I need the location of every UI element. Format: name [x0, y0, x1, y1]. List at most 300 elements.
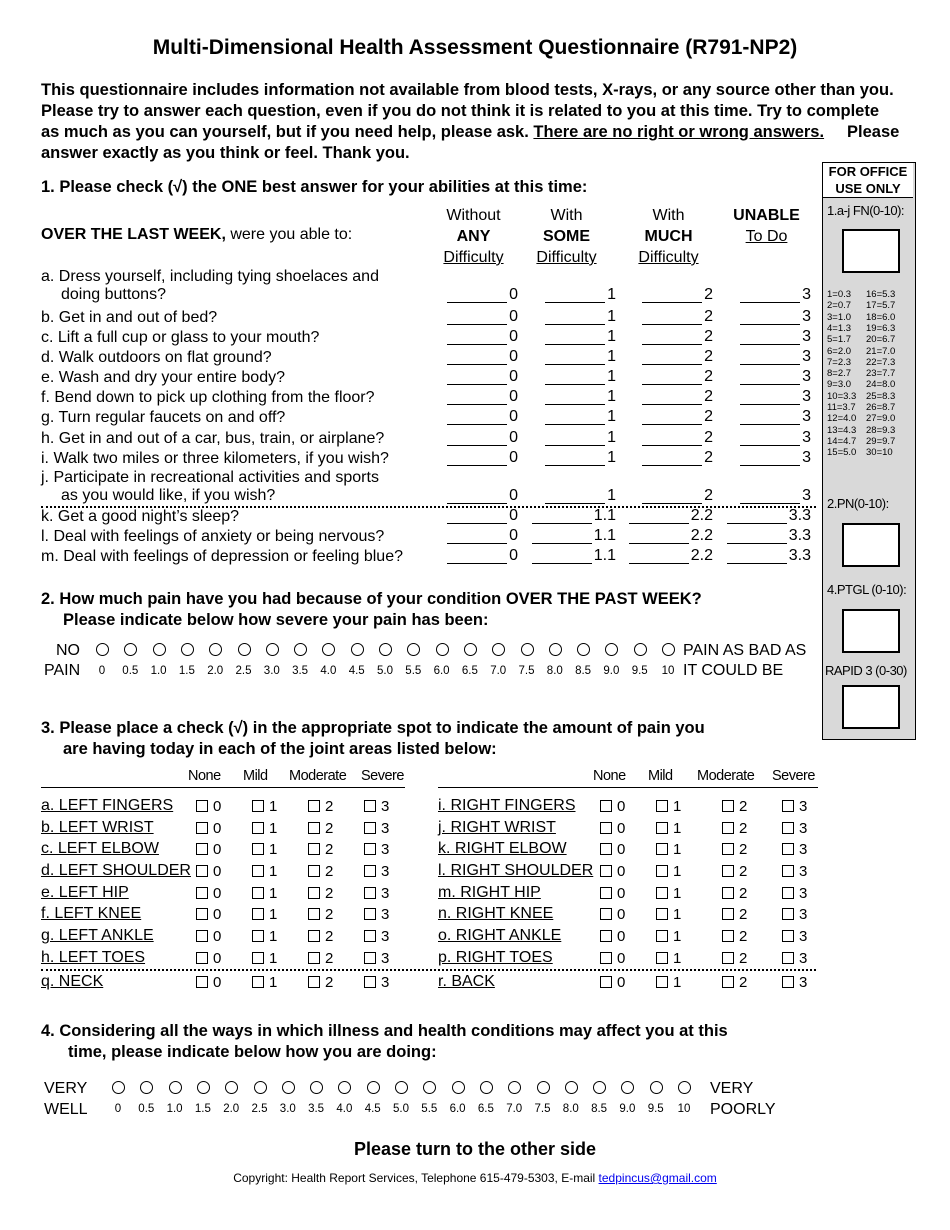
q3-joint-right: j. RIGHT WRIST — [438, 819, 556, 836]
q3-checkbox-right[interactable] — [782, 841, 807, 858]
q4-scale-tick: 0.5 — [138, 1103, 155, 1115]
q3-checkbox-left[interactable] — [252, 928, 277, 945]
checkbox-score: 0 — [213, 820, 222, 837]
q3-checkbox-right[interactable] — [656, 820, 681, 837]
checkbox-icon — [252, 822, 264, 834]
q4-scale-option[interactable] — [565, 1081, 578, 1094]
answer-line — [642, 452, 702, 466]
q1-answer-blank[interactable] — [716, 450, 811, 464]
q3-checkbox-left[interactable] — [196, 885, 221, 902]
q3-checkbox-right[interactable] — [782, 974, 807, 991]
q4-scale-option[interactable] — [423, 1081, 436, 1094]
answer-line — [545, 490, 605, 504]
answer-score: 0 — [509, 487, 518, 504]
checkbox-score: 1 — [673, 974, 682, 991]
q3-checkbox-right[interactable] — [656, 974, 681, 991]
q3-checkbox-left[interactable] — [364, 863, 389, 880]
q1-answer-blank[interactable] — [618, 329, 713, 343]
q3-checkbox-left[interactable] — [364, 928, 389, 945]
q3-checkbox-left[interactable] — [252, 841, 277, 858]
q4-scale-option[interactable] — [112, 1081, 125, 1094]
checkbox-score: 0 — [617, 950, 626, 967]
q1-answer-blank[interactable] — [521, 287, 616, 301]
checkbox-icon — [196, 887, 208, 899]
checkbox-score: 0 — [213, 950, 222, 967]
q2-scale-option[interactable] — [605, 643, 618, 656]
answer-score: 1 — [607, 368, 616, 385]
q2-scale-option[interactable] — [492, 643, 505, 656]
checkbox-score: 1 — [269, 841, 278, 858]
rapid3-label: RAPID 3 (0-30) — [825, 663, 907, 678]
q1-answer-blank[interactable] — [521, 548, 616, 562]
q1-answer-blank[interactable] — [618, 349, 713, 363]
checkbox-score: 2 — [739, 820, 748, 837]
q3-checkbox-right[interactable] — [600, 841, 625, 858]
q1-answer-blank[interactable] — [423, 409, 518, 423]
q1-answer-blank[interactable] — [618, 488, 713, 502]
answer-line — [545, 351, 605, 365]
checkbox-score: 0 — [213, 974, 222, 991]
q3-checkbox-left[interactable] — [252, 863, 277, 880]
q3-checkbox-right[interactable] — [722, 841, 747, 858]
q1-answer-blank[interactable] — [423, 450, 518, 464]
q4-scale-option[interactable] — [169, 1081, 182, 1094]
q1-answer-blank[interactable] — [521, 508, 616, 522]
checkbox-icon — [196, 952, 208, 964]
q3-checkbox-right[interactable] — [782, 950, 807, 967]
q1-answer-blank[interactable] — [618, 287, 713, 301]
q1-item — [41, 329, 431, 347]
answer-line — [642, 432, 702, 446]
answer-line — [740, 391, 800, 405]
q1-answer-blank[interactable] — [716, 287, 811, 301]
q3-checkbox-right[interactable] — [600, 950, 625, 967]
q4-scale-option[interactable] — [395, 1081, 408, 1094]
intro-body: This questionnaire includes information not available from blood tests, X-rays, or any source other than you. Please try to answer each question, even if you do not think it is related to you at this time. Try to complete as much as you can yourself, but if you need help, please ask. — [41, 81, 894, 141]
checkbox-icon — [364, 822, 376, 834]
q4-scale-option[interactable] — [338, 1081, 351, 1094]
q1-answer-blank[interactable] — [521, 369, 616, 383]
q3-checkbox-left[interactable] — [196, 841, 221, 858]
q1-answer-blank[interactable] — [618, 508, 713, 522]
answer-line — [545, 311, 605, 325]
q4-scale-option[interactable] — [593, 1081, 606, 1094]
conversion-entry: 21=7.0 — [866, 345, 896, 357]
q3-checkbox-right[interactable] — [656, 906, 681, 923]
q1-answer-blank[interactable] — [521, 450, 616, 464]
q3-checkbox-right[interactable] — [722, 798, 747, 815]
q3-joint-left: d. LEFT SHOULDER — [41, 862, 191, 879]
q1-item-text: f. Bend down to pick up clothing from the floor? — [41, 389, 375, 406]
q4-scale-option[interactable] — [282, 1081, 295, 1094]
q2-scale-tick: 7.5 — [518, 665, 535, 677]
q1-answer-blank[interactable] — [716, 528, 811, 542]
q3-checkbox-right[interactable] — [722, 950, 747, 967]
q3-checkbox-right[interactable] — [656, 863, 681, 880]
q2-scale-option[interactable] — [549, 643, 562, 656]
q3-checkbox-right[interactable] — [722, 906, 747, 923]
answer-line — [727, 510, 787, 524]
q3-checkbox-right[interactable] — [600, 798, 625, 815]
q4-scale-option[interactable] — [508, 1081, 521, 1094]
q1-answer-blank[interactable] — [618, 389, 713, 403]
q3-level-header-left: Mild — [243, 768, 268, 784]
q3-checkbox-left[interactable] — [308, 928, 333, 945]
q4-scale-option[interactable] — [480, 1081, 493, 1094]
q3-checkbox-left[interactable] — [308, 950, 333, 967]
checkbox-icon — [782, 887, 794, 899]
q1-item — [41, 508, 431, 526]
q2-heading — [41, 589, 702, 631]
answer-score: 3 — [802, 328, 811, 345]
q4-scale-option[interactable] — [452, 1081, 465, 1094]
checkbox-score: 0 — [617, 841, 626, 858]
checkbox-score: 1 — [269, 820, 278, 837]
q4-heading-line1: 4. Considering all the ways in which illness and health conditions may affect you at this — [41, 1022, 728, 1040]
q3-checkbox-left[interactable] — [196, 863, 221, 880]
q1-answer-blank[interactable] — [423, 389, 518, 403]
ptgl-score-box[interactable] — [842, 609, 900, 653]
q1-answer-blank[interactable] — [521, 409, 616, 423]
checkbox-score: 0 — [213, 928, 222, 945]
q2-scale-option[interactable] — [266, 643, 279, 656]
answer-line — [629, 530, 689, 544]
checkbox-score: 0 — [213, 863, 222, 880]
q1-answer-blank[interactable] — [423, 548, 518, 562]
q4-scale-option[interactable] — [310, 1081, 323, 1094]
q1-answer-blank[interactable] — [618, 369, 713, 383]
q1-answer-blank[interactable] — [618, 528, 713, 542]
q2-scale-tick: 5.5 — [405, 665, 422, 677]
q1-answer-blank[interactable] — [716, 329, 811, 343]
q4-scale-option[interactable] — [197, 1081, 210, 1094]
q3-checkbox-left[interactable] — [308, 863, 333, 880]
q2-scale-option[interactable] — [294, 643, 307, 656]
conversion-entry: 6=2.0 — [827, 345, 852, 357]
checkbox-score: 2 — [325, 863, 334, 880]
answer-line — [629, 510, 689, 524]
copyright-text: Copyright: Health Report Services, Telephone 615-479-5303, E-mail — [233, 1171, 599, 1185]
q2-scale-option[interactable] — [209, 643, 222, 656]
checkbox-icon — [600, 952, 612, 964]
checkbox-score: 0 — [617, 863, 626, 880]
answer-line — [740, 289, 800, 303]
q3-checkbox-left[interactable] — [308, 885, 333, 902]
q3-checkbox-left[interactable] — [364, 906, 389, 923]
q3-level-header-right: Mild — [648, 768, 673, 784]
q1-answer-blank[interactable] — [423, 329, 518, 343]
q4-scale-option[interactable] — [225, 1081, 238, 1094]
q1-col-line1: With — [652, 207, 685, 224]
q3-checkbox-right[interactable] — [722, 974, 747, 991]
q3-checkbox-right[interactable] — [722, 928, 747, 945]
q1-answer-blank[interactable] — [423, 508, 518, 522]
q1-answer-blank[interactable] — [716, 389, 811, 403]
q3-checkbox-right[interactable] — [782, 863, 807, 880]
checkbox-score: 0 — [213, 906, 222, 923]
q1-answer-blank[interactable] — [423, 287, 518, 301]
q3-checkbox-right[interactable] — [656, 885, 681, 902]
q4-scale-option[interactable] — [537, 1081, 550, 1094]
q4-scale-option[interactable] — [678, 1081, 691, 1094]
q2-scale-option[interactable] — [634, 643, 647, 656]
answer-score: 1 — [607, 308, 616, 325]
q1-answer-blank[interactable] — [618, 548, 713, 562]
q1-answer-blank[interactable] — [618, 450, 713, 464]
checkbox-score: 3 — [799, 798, 808, 815]
q2-scale-option[interactable] — [124, 643, 137, 656]
q4-scale-option[interactable] — [367, 1081, 380, 1094]
q3-checkbox-right[interactable] — [782, 928, 807, 945]
q4-scale-option[interactable] — [140, 1081, 153, 1094]
q3-checkbox-left[interactable] — [364, 885, 389, 902]
q1-answer-blank[interactable] — [423, 349, 518, 363]
q3-checkbox-left[interactable] — [308, 906, 333, 923]
checkbox-score: 3 — [799, 841, 808, 858]
answer-line — [642, 371, 702, 385]
checkbox-icon — [656, 976, 668, 988]
answer-score: 3 — [802, 429, 811, 446]
q1-answer-blank[interactable] — [716, 309, 811, 323]
q2-scale-tick: 4.5 — [348, 665, 365, 677]
q2-scale-option[interactable] — [407, 643, 420, 656]
answer-score: 0 — [509, 308, 518, 325]
q1-answer-blank[interactable] — [618, 430, 713, 444]
q3-checkbox-right[interactable] — [656, 841, 681, 858]
q3-checkbox-right[interactable] — [600, 885, 625, 902]
q2-scale-option[interactable] — [521, 643, 534, 656]
answer-line — [447, 371, 507, 385]
checkbox-icon — [252, 930, 264, 942]
q1-answer-blank[interactable] — [716, 548, 811, 562]
q1-answer-blank[interactable] — [521, 389, 616, 403]
q3-checkbox-left[interactable] — [196, 906, 221, 923]
q3-joint-right: k. RIGHT ELBOW — [438, 840, 567, 857]
q4-left-label-1: VERY — [44, 1080, 88, 1097]
fn-score-box[interactable] — [842, 229, 900, 273]
q3-checkbox-left[interactable] — [364, 950, 389, 967]
q1-item-text: c. Lift a full cup or glass to your mouth? — [41, 329, 320, 346]
answer-line — [447, 289, 507, 303]
q1-answer-blank[interactable] — [716, 430, 811, 444]
q2-scale-option[interactable] — [379, 643, 392, 656]
q2-scale-tick: 8.5 — [575, 665, 592, 677]
q3-checkbox-left[interactable] — [252, 820, 277, 837]
q3-checkbox-right[interactable] — [656, 928, 681, 945]
q3-checkbox-left[interactable] — [364, 798, 389, 815]
answer-score: 1.1 — [593, 527, 616, 544]
checkbox-score: 0 — [617, 885, 626, 902]
rapid3-score-box[interactable] — [842, 685, 900, 729]
answer-line — [447, 530, 507, 544]
answer-score: 0 — [509, 286, 518, 303]
conversion-entry: 12=4.0 — [827, 413, 857, 425]
q1-answer-blank[interactable] — [618, 409, 713, 423]
q1-item — [41, 450, 431, 468]
pn-score-box[interactable] — [842, 523, 900, 567]
q1-answer-blank[interactable] — [423, 528, 518, 542]
answer-score: 3 — [802, 348, 811, 365]
checkbox-score: 2 — [739, 906, 748, 923]
q4-scale-tick: 7.5 — [534, 1103, 551, 1115]
q3-checkbox-right[interactable] — [600, 863, 625, 880]
q1-answer-blank[interactable] — [423, 369, 518, 383]
q3-checkbox-left[interactable] — [364, 841, 389, 858]
q3-level-header-left: Moderate — [289, 768, 347, 784]
q1-col-line3: Difficulty — [443, 249, 504, 266]
q1-answer-blank[interactable] — [716, 349, 811, 363]
checkbox-score: 2 — [325, 906, 334, 923]
q3-joint-right: o. RIGHT ANKLE — [438, 927, 562, 944]
checkbox-icon — [600, 865, 612, 877]
checkbox-score: 1 — [269, 885, 278, 902]
q1-answer-blank[interactable] — [716, 488, 811, 502]
q3-checkbox-left[interactable] — [196, 820, 221, 837]
q3-checkbox-left[interactable] — [252, 885, 277, 902]
answer-score: 3.3 — [788, 507, 811, 524]
q2-scale-tick: 1.0 — [150, 665, 167, 677]
checkbox-icon — [600, 930, 612, 942]
q3-checkbox-left[interactable] — [308, 841, 333, 858]
q1-answer-blank[interactable] — [618, 309, 713, 323]
q3-checkbox-right[interactable] — [722, 863, 747, 880]
q1-answer-blank[interactable] — [716, 508, 811, 522]
q2-right-label-2: IT COULD BE — [683, 662, 784, 679]
conversion-entry: 7=2.3 — [827, 356, 852, 368]
checkbox-score: 2 — [739, 885, 748, 902]
q2-scale-option[interactable] — [322, 643, 335, 656]
q2-left-label-1: NO — [56, 642, 80, 659]
q3-checkbox-right[interactable] — [600, 820, 625, 837]
checkbox-icon — [656, 865, 668, 877]
checkbox-icon — [722, 843, 734, 855]
checkbox-icon — [308, 930, 320, 942]
answer-score: 1 — [607, 408, 616, 425]
checkbox-icon — [782, 800, 794, 812]
answer-score: 3 — [802, 368, 811, 385]
checkbox-score: 3 — [799, 928, 808, 945]
q2-scale-option[interactable] — [181, 643, 194, 656]
q4-scale-option[interactable] — [621, 1081, 634, 1094]
checkbox-score: 2 — [739, 841, 748, 858]
checkbox-score: 3 — [381, 841, 390, 858]
q1-answer-blank[interactable] — [423, 309, 518, 323]
q3-checkbox-left[interactable] — [364, 974, 389, 991]
checkbox-icon — [600, 887, 612, 899]
q3-checkbox-left[interactable] — [252, 974, 277, 991]
q3-checkbox-left[interactable] — [196, 974, 221, 991]
conversion-entry: 30=10 — [866, 447, 893, 459]
q3-checkbox-right[interactable] — [600, 906, 625, 923]
q1-col-line2: MUCH — [644, 228, 693, 245]
q3-checkbox-left[interactable] — [252, 950, 277, 967]
q2-scale-option[interactable] — [238, 643, 251, 656]
checkbox-score: 3 — [381, 820, 390, 837]
checkbox-icon — [656, 843, 668, 855]
q3-checkbox-left[interactable] — [364, 820, 389, 837]
q2-scale-option[interactable] — [96, 643, 109, 656]
q3-checkbox-left[interactable] — [308, 798, 333, 815]
q2-scale-option[interactable] — [351, 643, 364, 656]
q1-answer-blank[interactable] — [521, 349, 616, 363]
q2-scale-option[interactable] — [662, 643, 675, 656]
q3-checkbox-right[interactable] — [782, 798, 807, 815]
q1-answer-blank[interactable] — [521, 430, 616, 444]
q2-scale-option[interactable] — [153, 643, 166, 656]
q4-scale-option[interactable] — [650, 1081, 663, 1094]
q1-answer-blank[interactable] — [521, 528, 616, 542]
q1-col-line3: Difficulty — [536, 249, 597, 266]
q3-checkbox-left[interactable] — [252, 906, 277, 923]
q1-item — [41, 528, 431, 546]
q1-divider — [41, 506, 816, 508]
q4-scale-tick: 8.0 — [562, 1103, 579, 1115]
q3-left-rule — [41, 787, 405, 788]
answer-score: 0 — [509, 547, 518, 564]
q1-col-header — [519, 205, 614, 268]
q1-answer-blank[interactable] — [521, 309, 616, 323]
q3-checkbox-right[interactable] — [600, 974, 625, 991]
q2-scale-option[interactable] — [436, 643, 449, 656]
conversion-entry: 13=4.3 — [827, 424, 857, 436]
q2-scale-option[interactable] — [577, 643, 590, 656]
checkbox-icon — [600, 822, 612, 834]
answer-line — [740, 371, 800, 385]
q3-checkbox-right[interactable] — [782, 885, 807, 902]
q3-checkbox-right[interactable] — [722, 820, 747, 837]
q4-scale-option[interactable] — [254, 1081, 267, 1094]
q1-answer-blank[interactable] — [423, 430, 518, 444]
q2-scale-tick: 5.0 — [377, 665, 393, 677]
q1-answer-blank[interactable] — [716, 409, 811, 423]
q3-checkbox-left[interactable] — [196, 928, 221, 945]
checkbox-score: 3 — [799, 950, 808, 967]
answer-line — [545, 289, 605, 303]
q2-scale-option[interactable] — [464, 643, 477, 656]
q3-checkbox-left[interactable] — [196, 950, 221, 967]
answer-line — [642, 411, 702, 425]
checkbox-score: 1 — [673, 950, 682, 967]
conversion-entry: 27=9.0 — [866, 413, 896, 425]
q3-checkbox-right[interactable] — [782, 906, 807, 923]
q3-checkbox-left[interactable] — [196, 798, 221, 815]
checkbox-icon — [364, 952, 376, 964]
q3-checkbox-right[interactable] — [600, 928, 625, 945]
q1-item-text: h. Get in and out of a car, bus, train, or airplane? — [41, 430, 385, 447]
answer-score: 0 — [509, 328, 518, 345]
q1-col-header — [621, 205, 716, 268]
q1-col-line2: ANY — [456, 228, 491, 245]
q3-checkbox-right[interactable] — [656, 798, 681, 815]
q3-checkbox-left[interactable] — [308, 820, 333, 837]
q3-checkbox-right[interactable] — [722, 885, 747, 902]
q1-answer-blank[interactable] — [423, 488, 518, 502]
q3-checkbox-right[interactable] — [782, 820, 807, 837]
email-link[interactable]: tedpincus@gmail.com — [598, 1171, 717, 1185]
q4-scale-tick: 4.5 — [364, 1103, 381, 1115]
checkbox-icon — [722, 976, 734, 988]
q1-answer-blank[interactable] — [521, 488, 616, 502]
q3-checkbox-left[interactable] — [252, 798, 277, 815]
q3-checkbox-right[interactable] — [656, 950, 681, 967]
checkbox-score: 1 — [269, 974, 278, 991]
q1-answer-blank[interactable] — [521, 329, 616, 343]
q1-item-text: k. Get a good night’s sleep? — [41, 508, 240, 525]
q3-checkbox-left[interactable] — [308, 974, 333, 991]
q1-answer-blank[interactable] — [716, 369, 811, 383]
answer-line — [545, 331, 605, 345]
answer-line — [447, 391, 507, 405]
